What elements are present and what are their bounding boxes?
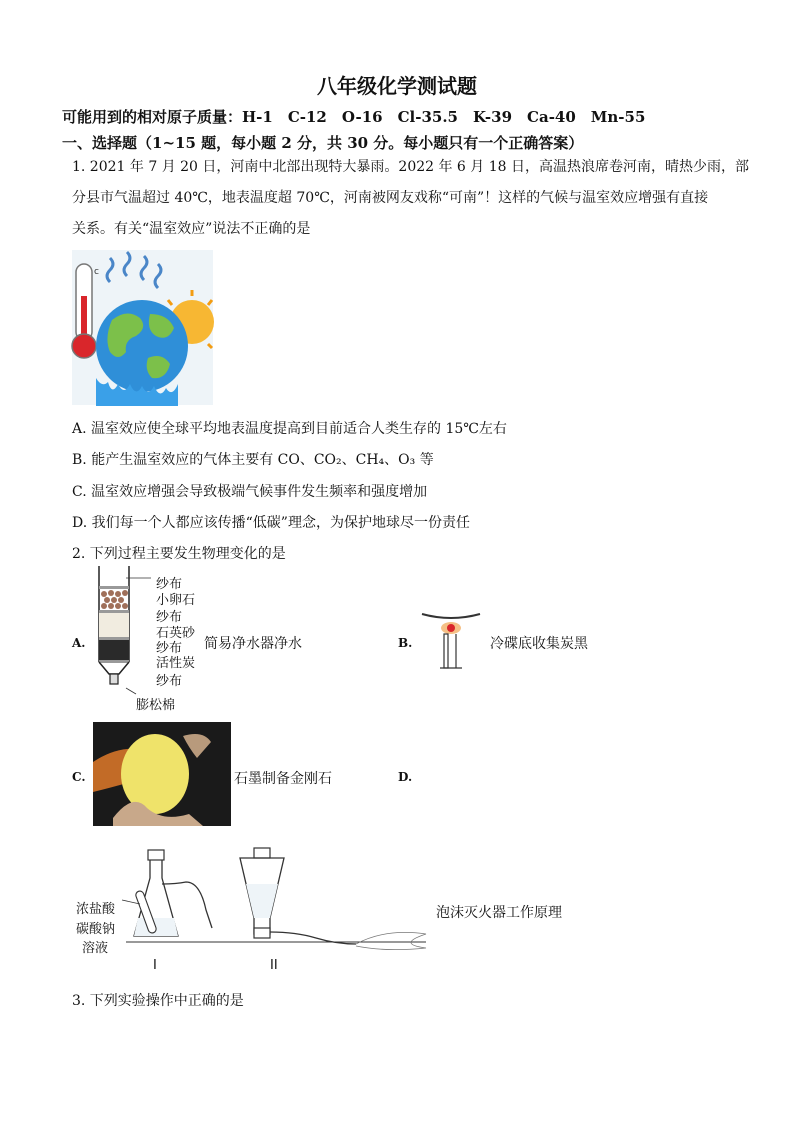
candle-plate-diagram <box>420 610 482 672</box>
q2-stem: 2. 下列过程主要发生物理变化的是 <box>72 546 286 562</box>
filter-bottom-label: 膨松棉 <box>136 698 176 713</box>
atomic-masses: 可能用到的相对原子质量：H-1 C-12 O-16 Cl-35.5 K-39 Ca-40 Mn-55 <box>62 108 646 126</box>
water-filter-diagram <box>96 566 156 696</box>
graphite-diamond-photo <box>93 722 231 826</box>
q3-stem: 3. 下列实验操作中正确的是 <box>72 993 244 1009</box>
q2-a-letter: A. <box>72 636 86 650</box>
filter-layer-3: 纱布 <box>156 610 183 625</box>
q1-stem-line3: 关系。有关“温室效应”说法不正确的是 <box>72 221 311 237</box>
q2-d-caption: 泡沫灭火器工作原理 <box>436 905 562 921</box>
section-heading: 一、选择题（1~15 题，每小题 2 分，共 30 分。每小题只有一个正确答案） <box>62 134 584 152</box>
q2-d-letter: D. <box>398 770 413 784</box>
q1-option-b: B. 能产生温室效应的气体主要有 CO、CO₂、CH₄、O₃ 等 <box>72 452 434 468</box>
filter-layer-1: 纱布 <box>156 577 183 592</box>
greenhouse-illustration <box>72 250 213 405</box>
q1-stem-line2: 分县市气温超过 40℃，地表温度超 70℃，河南被网友戏称“可南”！这样的气候与温室效应增强有直接 <box>72 190 709 206</box>
q2-a-caption: 简易净水器净水 <box>204 636 302 652</box>
figure-label-ii: II <box>270 958 278 973</box>
q2-b-letter: B. <box>398 636 413 650</box>
q2-c-caption: 石墨制备金刚石 <box>234 771 332 787</box>
filter-layer-4: 石英砂 <box>156 626 196 641</box>
label-solution: 溶液 <box>82 941 109 956</box>
filter-layer-6: 活性炭 <box>156 656 196 671</box>
q2-c-letter: C. <box>72 770 86 784</box>
filter-layer-7: 纱布 <box>156 674 183 689</box>
page-title: 八年级化学测试题 <box>317 74 477 98</box>
filter-layer-5: 纱布 <box>156 641 183 656</box>
svg-text:c: c <box>94 267 99 277</box>
q1-option-c: C. 温室效应增强会导致极端气候事件发生频率和强度增加 <box>72 484 428 500</box>
figure-label-i: I <box>153 958 157 973</box>
q2-b-caption: 冷碟底收集炭黑 <box>490 636 588 652</box>
filter-layer-2: 小卵石 <box>156 593 196 608</box>
label-conc-hcl: 浓盐酸 <box>76 902 116 917</box>
q1-stem-line1: 1. 2021 年 7 月 20 日，河南中北部出现特大暴雨。2022 年 6 月 18 日，高温热浪席卷河南，晴热少雨，部 <box>72 159 750 175</box>
foam-extinguisher-diagram <box>126 848 436 948</box>
q1-option-a: A. 温室效应使全球平均地表温度提高到目前适合人类生存的 15℃左右 <box>72 421 507 437</box>
label-sodium-carbonate: 碳酸钠 <box>76 922 116 937</box>
q1-option-d: D. 我们每一个人都应该传播“低碳”理念，为保护地球尽一份责任 <box>72 515 470 531</box>
